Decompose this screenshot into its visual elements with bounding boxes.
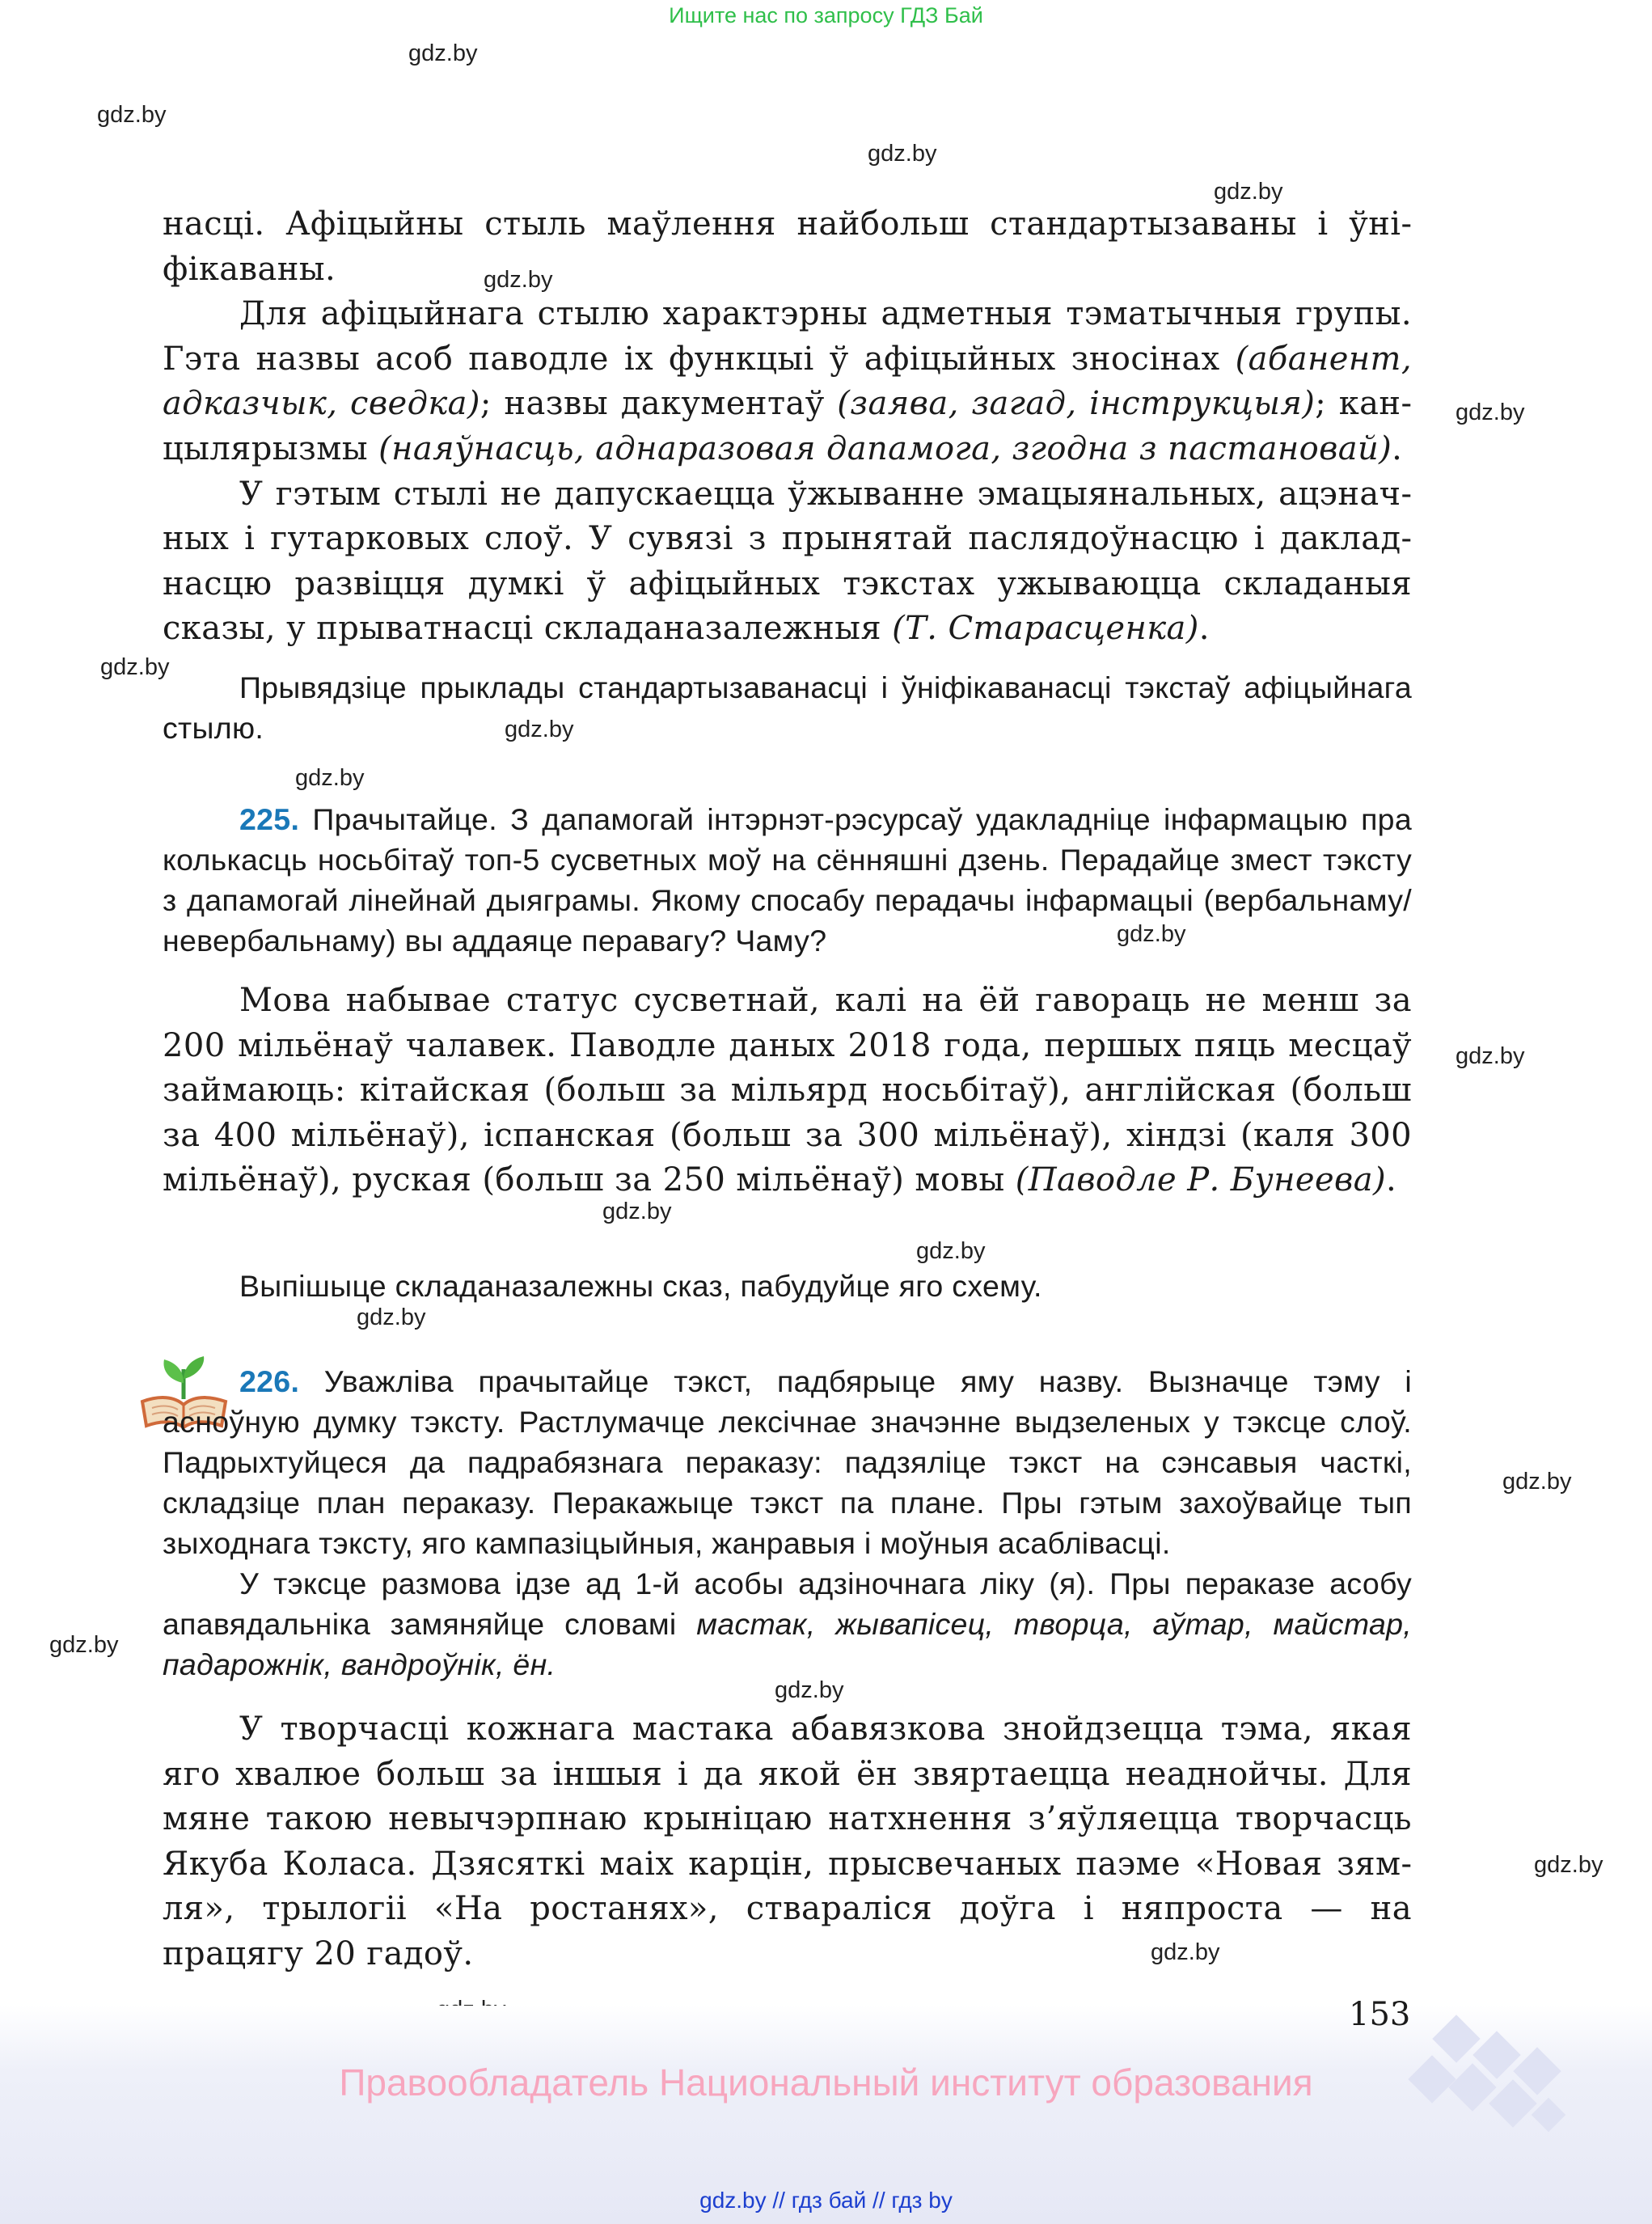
watermark: gdz.by <box>602 1199 672 1224</box>
watermark: gdz.by <box>484 267 553 293</box>
exercise-225-body <box>163 979 1412 1203</box>
bottom-links[interactable]: gdz.by // гдз бай // гдз by <box>699 2188 953 2213</box>
paragraph: У гэтым стылі не дапускаецца ўжыванне эмацыянальных, ацэначных і гутарковых слоў. У сувязі з прынятай паслядоўнасцю і дакладнасцю развіцця думкі ў афіцыйных тэкстах ужываюцца складаныя сказы, у прыватнасці складаназалежныя (Т. Старасценка). <box>163 475 1412 648</box>
watermark: gdz.by <box>1117 921 1186 947</box>
official-style-text <box>163 202 1412 652</box>
watermark: gdz.by <box>868 141 937 167</box>
watermark: gdz.by <box>1534 1852 1603 1878</box>
copyright-notice: Правообладатель Национальный институт образования <box>339 2061 1313 2103</box>
watermark: gdz.by <box>357 1304 426 1330</box>
exercise-226-note: У тэксце размова ідзе ад 1-й асобы адзіночнага ліку (я). Пры пераказе асобу апавядальніка замяняйце словамі мастак, жывапісец, творца, аўтар, майстар, падарожнік, вандроўнік, ён. <box>163 1567 1413 1681</box>
watermark: gdz.by <box>1502 1469 1572 1495</box>
paragraph: Для афіцыйнага стылю характэрны адметныя тэматычныя групы. Гэта назвы асоб паводле іх функцыі ў афіцыйных зносінах (абанент, адказчык, сведка); назвы дакументаў (заява, загад, інструкцыя); канцылярызмы (наяўнасць, аднаразовая дапамога, згодна з пастановай). <box>163 295 1413 467</box>
exercise-226-body <box>163 1707 1412 1977</box>
watermark: gdz.by <box>505 717 574 742</box>
watermark: gdz.by <box>916 1238 986 1264</box>
watermark: gdz.by <box>775 1677 844 1703</box>
exercise-number: 225. <box>239 802 300 836</box>
task-text: Прывядзіце прыклады стандартызаванасці і ўніфікаванасці тэкстаў афіцыйнага стылю. <box>163 670 1412 745</box>
watermark: gdz.by <box>49 1632 119 1658</box>
paragraph: У творчасці кожнага мастака абавязкова знойдзецца тэма, якая яго хвалюе больш за іншыя і да якой ён звяртаецца неаднойчы. Для мяне такою невычэрпнаю крыніцаю натхнення з’яўляецца творчасць Якуба Коласа. Дзясяткі маіх карцін, прысвечаных паэме «Новая зямля», трылогіі «На ростанях», стварaліся доўга і няпроста — на працягу 20 гадоў. <box>163 1710 1412 1972</box>
exercise-225-task: Выпішыце складаназалежны сказ, пабудуйце яго схему. <box>239 1269 1042 1303</box>
watermark: gdz.by <box>100 654 170 680</box>
watermark: gdz.by <box>1214 179 1283 205</box>
watermark: gdz.by <box>97 102 167 128</box>
exercise-226: 226. Уважліва прачытайце тэкст, падбярыце яму назву. Вызначце тэму і асноўную думку тэксту. Растлумачце лексічнае значэнне выдзеленых у тэксце слоў. Падрыхтуйцеся да падрабязнага пераказу: падзяліце тэкст на сэнсавыя часткі, складзіце план пераказу. Перакажыце тэкст па плане. Пры гэтым захоўвайце тып зыходнага тэксту, яго кампазіцыйныя, жанравыя і моўныя асаблівасці. У тэксце размова ідзе ад 1-й асобы адзіночнага ліку (я). Пры пераказе асобу апавядальніка замяняйце словамі мастак, жывапісец, творца, аўтар, майстар, падарожнік, вандроўнік, ён. <box>163 1361 1412 1685</box>
watermark: gdz.by <box>295 765 365 791</box>
watermark: gdz.by <box>1151 1939 1220 1965</box>
exercise-number: 226. <box>239 1364 300 1398</box>
paragraph: Мова набывае статус сусветнай, калі на ёй гавораць не менш за 200 мільёнаў чалавек. Паводле даных 2018 года, першых пяць месцаў займаюць: кітайская (больш за мільярд носьбітаў), англійская (больш за 400 мільёнаў), іспанская (больш за 300 мільёнаў), хіндзі (каля 300 мільёнаў), руская (больш за 250 мільёнаў) мовы (Паводле Р. Бунеева). <box>163 982 1412 1199</box>
exercise-225: 225. Прачытайце. З дапамогай інтэрнэт-рэсурсаў удакладніце інфармацыю пра колькасць носьбітаў топ-5 сусветных моў на сённяшні дзень. Перадайце змест тэксту з дапамогай лінейнай дыяграмы. Якому спосабу перадачы інфармацыі (вербальнаму/невербальнаму) вы аддаяце перавагу? Чаму? <box>163 802 1412 958</box>
paragraph: насці. Афіцыйны стыль маўлення найбольш стандартызаваны і ўніфікаваны. <box>163 205 1412 288</box>
top-banner: Ищите нас по запросу ГДЗ Бай <box>669 3 983 27</box>
watermark: gdz.by <box>1456 400 1525 425</box>
page-number: 153 <box>1349 1996 1411 2033</box>
watermark: gdz.by <box>408 40 478 66</box>
watermark: gdz.by <box>1456 1043 1525 1069</box>
